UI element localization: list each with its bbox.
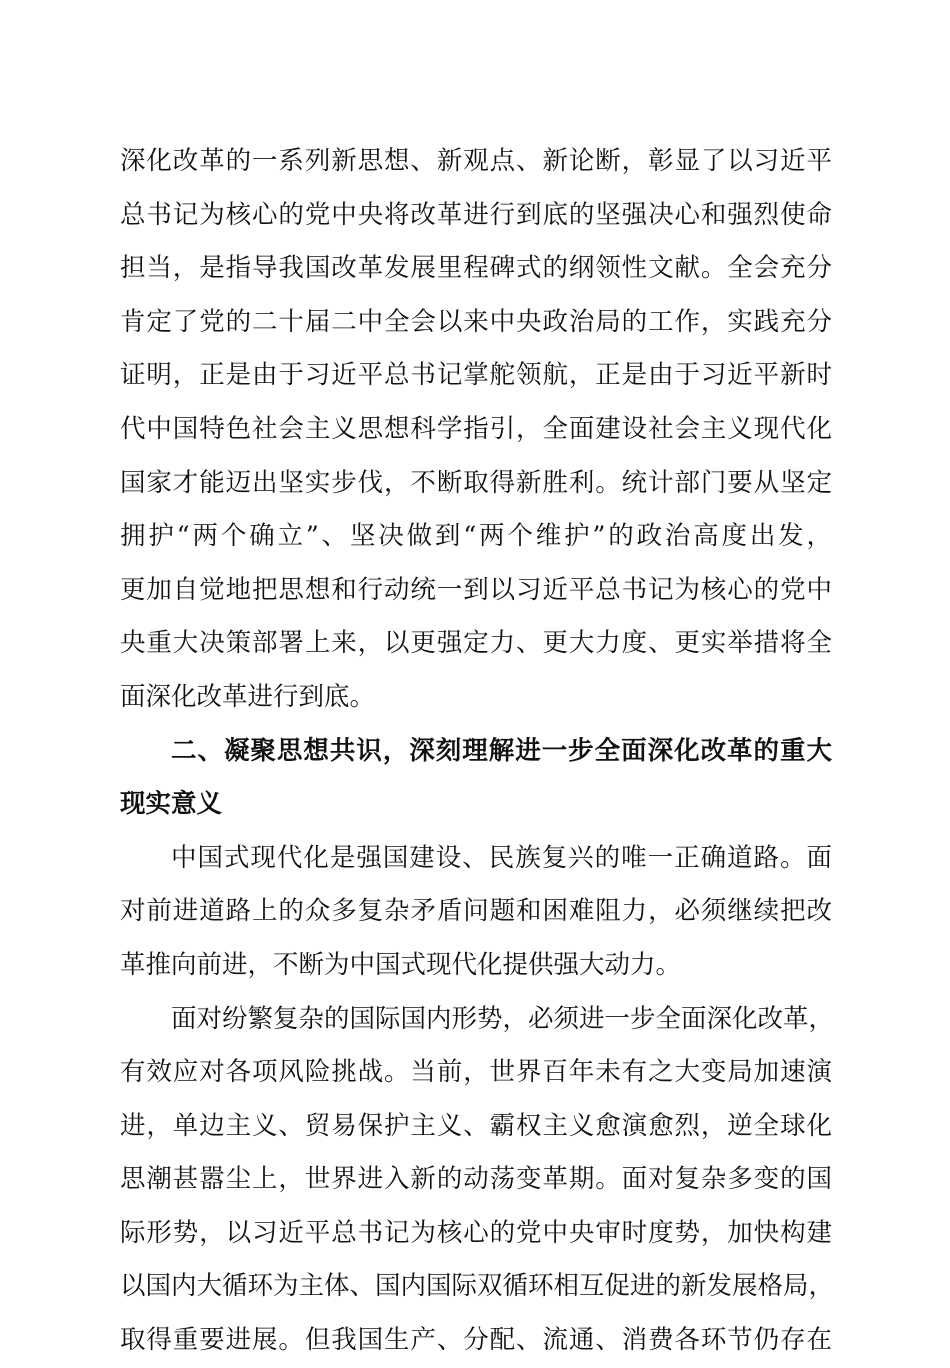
text-line: 国家才能迈出坚实步伐，不断取得新胜利。统计部门要从坚定: [120, 467, 832, 498]
text-line: 代中国特色社会主义思想科学指引，全面建设社会主义现代化: [120, 413, 832, 444]
text-line: 更加自觉地把思想和行动统一到以习近平总书记为核心的党中: [120, 574, 832, 605]
text-line: 以国内大循环为主体、国内国际双循环相互促进的新发展格局，: [120, 1271, 835, 1302]
text-line: 对前进道路上的众多复杂矛盾问题和困难阻力，必须继续把改: [120, 896, 832, 927]
text-line: 担当，是指导我国改革发展里程碑式的纲领性文献。全会充分: [120, 253, 832, 284]
text-line: 际形势，以习近平总书记为核心的党中央审时度势，加快构建: [120, 1217, 832, 1248]
document-body: [120, 135, 835, 1368]
text-line: 进，单边主义、贸易保护主义、霸权主义愈演愈烈，逆全球化: [120, 1110, 832, 1141]
text-line: 面深化改革进行到底。: [120, 681, 376, 712]
text-line: 肯定了党的二十届二中全会以来中央政治局的工作，实践充分: [120, 306, 832, 337]
section-heading: [120, 725, 832, 832]
text-line: 总书记为核心的党中央将改革进行到底的坚强决心和强烈使命: [120, 199, 832, 230]
text-line: 有效应对各项风险挑战。当前，世界百年未有之大变局加速演: [120, 1057, 832, 1088]
paragraph-3: [120, 832, 832, 993]
text-line: 央重大决策部署上来，以更强定力、更大力度、更实举措将全: [120, 628, 832, 659]
paragraph-1: [120, 135, 832, 725]
text-line: 拥护“两个确立”、坚决做到“两个维护”的政治高度出发，: [120, 521, 832, 552]
text-line: 中国式现代化是强国建设、民族复兴的唯一正确道路。面: [171, 842, 832, 873]
text-line: 革推向前进，不断为中国式现代化提供强大动力。: [120, 949, 682, 980]
heading-line: 现实意义: [120, 789, 223, 820]
text-line: 思潮甚嚣尘上，世界进入新的动荡变革期。面对复杂多变的国: [120, 1164, 832, 1195]
paragraph-4: [120, 993, 835, 1368]
text-line: 面对纷繁复杂的国际国内形势，必须进一步全面深化改革，: [171, 1003, 835, 1034]
text-line: 深化改革的一系列新思想、新观点、新论断，彰显了以习近平: [120, 146, 832, 176]
text-line: 取得重要进展。但我国生产、分配、流通、消费各环节仍存在: [120, 1325, 832, 1356]
heading-line: 二、凝聚思想共识，深刻理解进一步全面深化改革的重大: [171, 735, 832, 766]
text-line: 证明，正是由于习近平总书记掌舵领航，正是由于习近平新时: [120, 360, 832, 391]
